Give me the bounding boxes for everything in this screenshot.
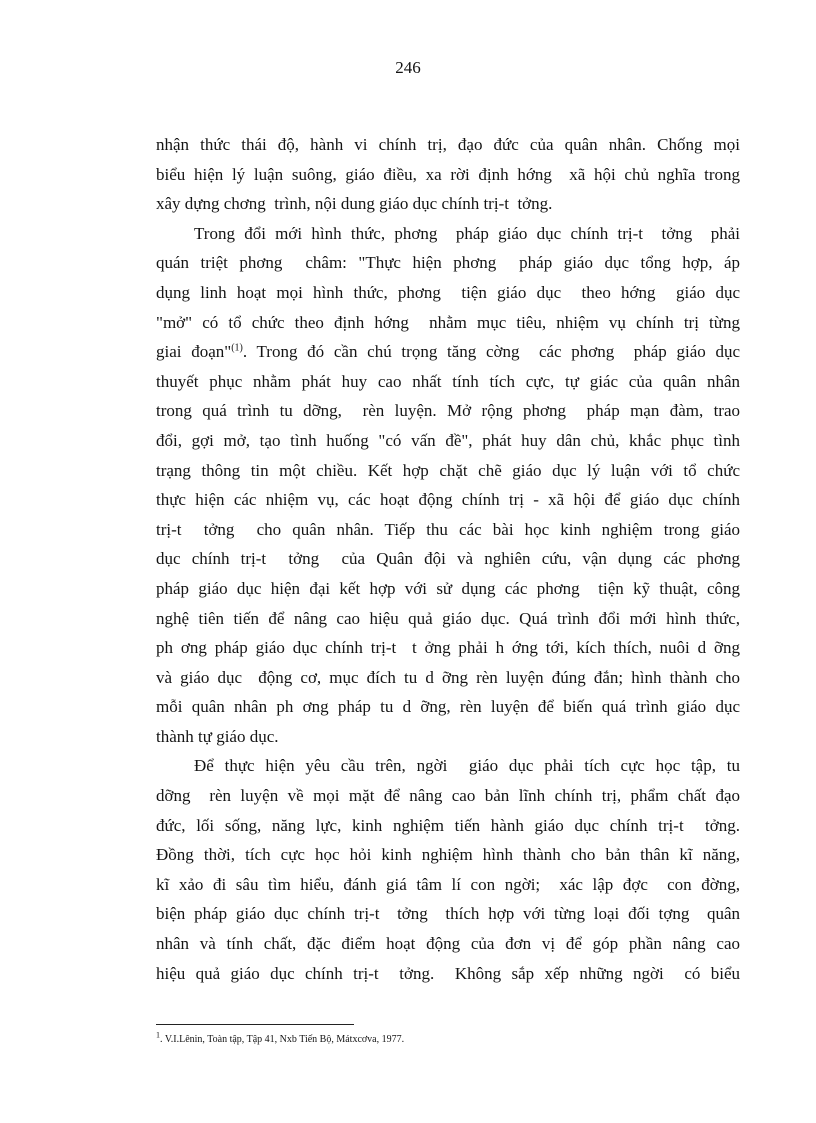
text-line: mỗi quân nhân ph ơng pháp tu d ỡng, rèn luyện để biến quá trình giáo dục	[156, 697, 740, 717]
footnote-reference[interactable]: (1)	[231, 342, 243, 354]
text-line: biện pháp giáo dục chính trị-t tởng thích hợp với từng loại đối tợng quân	[156, 904, 740, 924]
body-text	[156, 130, 740, 988]
text-line-with-note	[156, 337, 740, 367]
footnote-text: . V.I.Lênin, Toàn tập, Tập 41, Nxb Tiến Bộ, Mátxcơva, 1977.	[160, 1034, 405, 1045]
text-line: dỡng rèn luyện về mọi mặt để nâng cao bản lĩnh chính trị, phẩm chất đạo	[156, 786, 740, 806]
text-line: nghệ tiên tiến để nâng cao hiệu quả giáo dục. Quá trình đổi mới hình thức,	[156, 608, 740, 628]
text-line: quán triệt phơng châm: "Thực hiện phơng pháp giáo dục tổng hợp, áp	[156, 253, 740, 273]
text-fragment: . Trong đó cần chú trọng tăng cờng các phơng pháp giáo dục	[242, 342, 740, 362]
text-line: thực hiện các nhiệm vụ, các hoạt động chính trị - xã hội để giáo dục chính	[156, 490, 740, 510]
text-line: Đồng thời, tích cực học hỏi kinh nghiệm hình thành cho bản thân kĩ năng,	[156, 845, 740, 865]
footnote-divider	[156, 1024, 354, 1025]
text-line: thành tự giáo dục.	[156, 726, 279, 746]
text-fragment: giai đoạn"	[156, 342, 232, 362]
footnote-marker: 1	[156, 1030, 160, 1040]
text-line: nhận thức thái độ, hành vi chính trị, đạo đức của quân nhân. Chống mọi	[156, 135, 740, 154]
text-line: dục chính trị-t tởng của Quân đội và nghiên cứu, vận dụng các phơng	[156, 549, 740, 569]
text-line: Để thực hiện yêu cầu trên, ngời giáo dục phải tích cực học tập, tu	[194, 756, 740, 776]
text-line: hiệu quả giáo dục chính trị-t tởng. Không sắp xếp những ngời có biểu	[156, 963, 740, 983]
text-line: đổi, gợi mở, tạo tình huống "có vấn đề", phát huy dân chủ, khắc phục tình	[156, 430, 740, 450]
text-line: và giáo dục động cơ, mục đích tu d ỡng rèn luyện đúng đắn; hình thành cho	[156, 667, 740, 687]
text-line: trong quá trình tu dỡng, rèn luyện. Mở rộng phơng pháp mạn đàm, trao	[156, 401, 740, 421]
text-line: trị-t tởng cho quân nhân. Tiếp thu các bài học kinh nghiệm trong giáo	[156, 519, 740, 539]
text-line: nhân và tính chất, đặc điểm hoạt động của đơn vị để góp phần nâng cao	[156, 934, 740, 954]
page-number: 246	[395, 58, 421, 77]
text-line: pháp giáo dục hiện đại kết hợp với sử dụng các phơng tiện kỹ thuật, công	[156, 578, 740, 598]
text-line: "mở" có tổ chức theo định hớng nhằm mục tiêu, nhiệm vụ chính trị từng	[156, 312, 740, 332]
text-line: dụng linh hoạt mọi hình thức, phơng tiện giáo dục theo hớng giáo dục	[156, 282, 740, 302]
text-line: ph ơng pháp giáo dục chính trị-t t ởng phải h ớng tới, kích thích, nuôi d ỡng	[156, 638, 740, 658]
text-line: xây dựng chơng trình, nội dung giáo dục chính trị-t tởng.	[156, 194, 553, 214]
text-line: thuyết phục nhằm phát huy cao nhất tính tích cực, tự giác của quân nhân	[156, 371, 740, 391]
text-line: kĩ xảo đi sâu tìm hiểu, đánh giá tâm lí con ngời; xác lập đợc con đờng,	[156, 874, 740, 894]
text-line: đức, lối sống, năng lực, kinh nghiệm tiến hành giáo dục chính trị-t tởng.	[156, 815, 740, 835]
footnote	[156, 1030, 405, 1045]
text-line: Trong đổi mới hình thức, phơng pháp giáo dục chính trị-t tởng phải	[194, 223, 740, 243]
text-line: trạng thông tin một chiều. Kết hợp chặt chẽ giáo dục lý luận với tổ chức	[156, 460, 740, 480]
text-line: biểu hiện lý luận suông, giáo điều, xa rời định hớng xã hội chủ nghĩa trong	[156, 164, 740, 184]
